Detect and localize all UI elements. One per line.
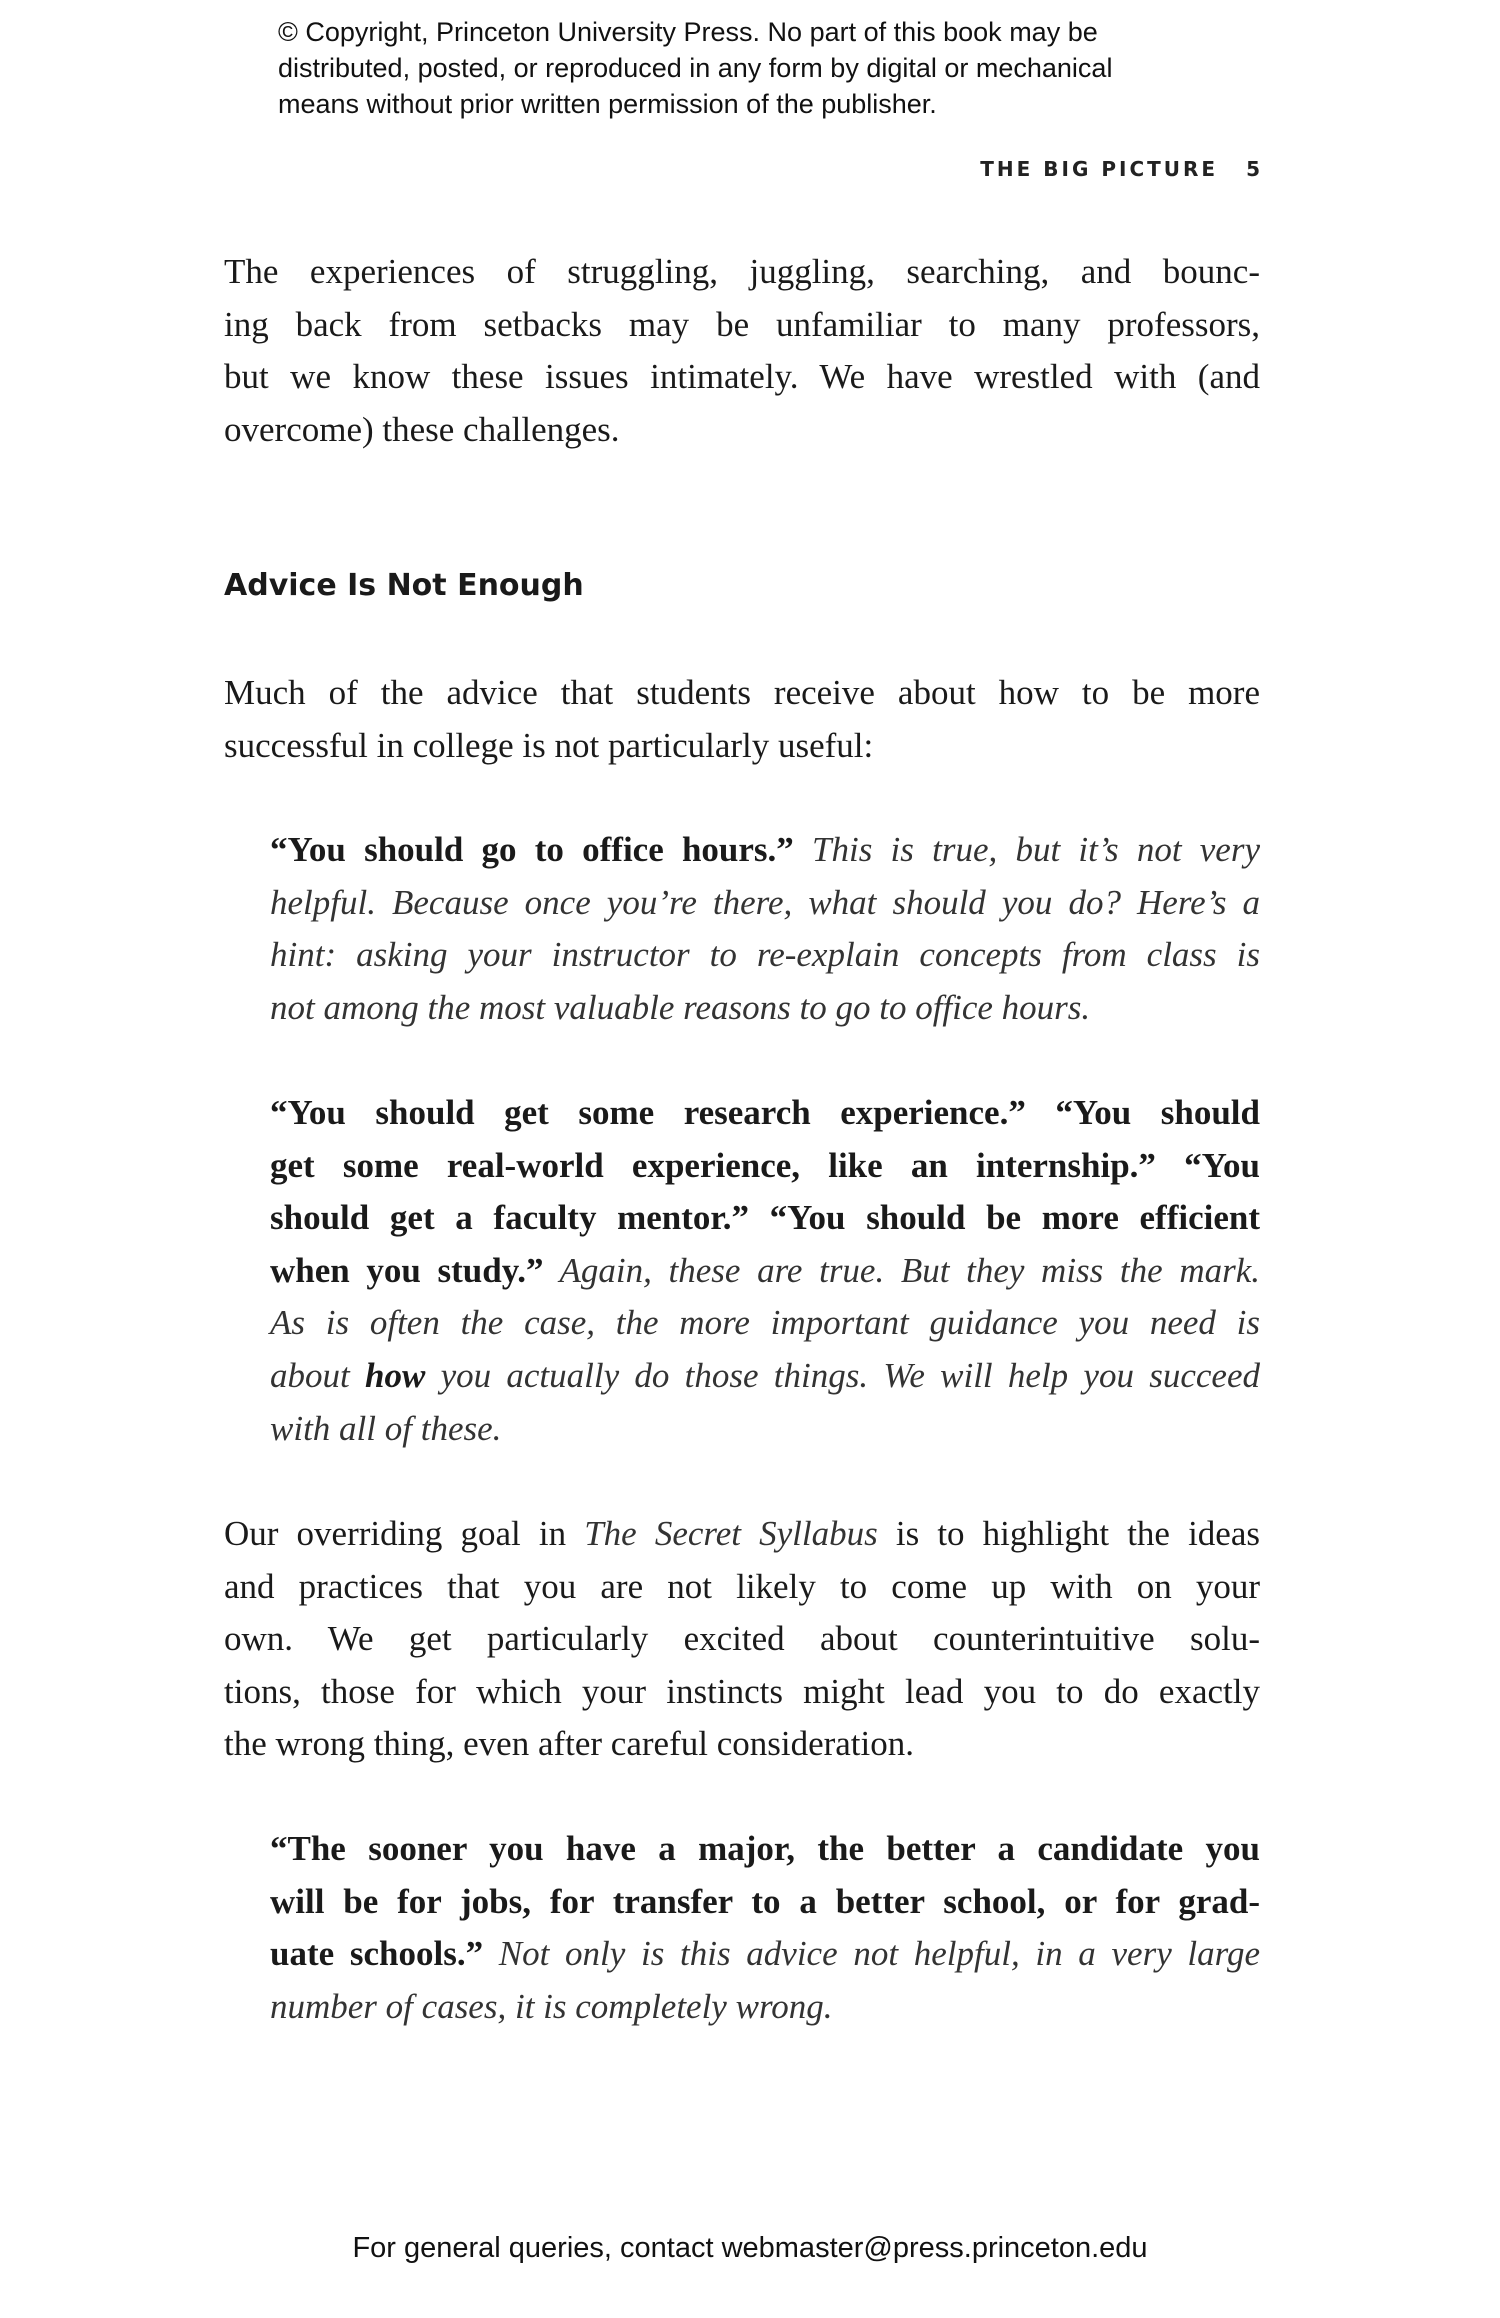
- bold-text: get some real-world experience, like an internship.” “You: [270, 1145, 1260, 1185]
- bold-text: “You should go to office hours.”: [270, 830, 794, 869]
- bold-text: “The sooner you have a major, the better a candidate you: [270, 1829, 1260, 1868]
- italic-text: not among the most valuable reasons to go to office hours.: [270, 987, 1091, 1027]
- italic-text: The Secret Syllabus: [584, 1514, 878, 1553]
- text-line: [224, 404, 1260, 457]
- text-line: [270, 1297, 1260, 1350]
- text-line: [224, 351, 1260, 404]
- text-run: overcome) these challenges.: [224, 409, 620, 449]
- text-line: [270, 929, 1260, 982]
- text-line: [270, 1245, 1260, 1298]
- text-line: [224, 246, 1260, 299]
- copyright-line: means without prior written permission of the publisher.: [278, 89, 937, 119]
- running-head-title: THE BIG PICTURE: [980, 157, 1219, 181]
- quote-major: [270, 1823, 1260, 2033]
- text-run: the wrong thing, even after careful consideration.: [224, 1724, 915, 1764]
- text-line: [270, 982, 1260, 1035]
- text-line: [270, 1350, 1260, 1403]
- text-line: [270, 1928, 1260, 1981]
- text-line: [224, 720, 1260, 773]
- italic-text: Not only is this advice not helpful, in a very large: [483, 1934, 1261, 1974]
- running-head: [980, 157, 1260, 181]
- text-line: [270, 1876, 1260, 1929]
- section-heading: Advice Is Not Enough: [224, 568, 584, 603]
- text-run: Our overriding goal in: [224, 1514, 585, 1553]
- italic-text: with all of these.: [270, 1408, 502, 1448]
- bold-text: should get a faculty mentor.” “You should be more efficient: [270, 1198, 1260, 1238]
- paragraph-intro: [224, 246, 1260, 456]
- copyright-line: distributed, posted, or reproduced in any form by digital or mechanical: [278, 53, 1113, 83]
- text-line: [224, 1718, 1260, 1771]
- text-line: [270, 1087, 1260, 1140]
- quote-office-hours: [270, 824, 1260, 1034]
- text-line: [224, 1561, 1260, 1614]
- italic-text: you actually do those things. We will help you succeed: [425, 1355, 1260, 1395]
- text-run: ing back from setbacks may be unfamiliar to many professors,: [224, 304, 1260, 344]
- text-run: but we know these issues intimately. We have wrestled with (and: [224, 357, 1260, 397]
- italic-text: helpful. Because once you’re there, what should you do? Here’s a: [270, 882, 1260, 922]
- copyright-line: © Copyright, Princeton University Press. No part of this book may be: [278, 17, 1098, 47]
- text-run: successful in college is not particularly useful:: [224, 725, 874, 765]
- text-line: [270, 1192, 1260, 1245]
- text-line: [270, 877, 1260, 930]
- text-line: [224, 299, 1260, 352]
- italic-text: number of cases, it is completely wrong.: [270, 1986, 833, 2026]
- bold-text: when you study.”: [270, 1250, 544, 1290]
- italic-text: Again, these are true. But they miss the mark.: [543, 1250, 1261, 1290]
- bold-text: uate schools.”: [270, 1934, 484, 1974]
- italic-text: As is often the case, the more important guidance you need is: [270, 1303, 1260, 1343]
- page-number: 5: [1246, 157, 1260, 181]
- text-line: [224, 667, 1260, 720]
- text-run: own. We get particularly excited about counterintuitive solu-: [224, 1619, 1260, 1659]
- paragraph-goal: [224, 1508, 1260, 1771]
- text-run: Much of the advice that students receive about how to be more: [224, 673, 1260, 712]
- text-line: [270, 1823, 1260, 1876]
- text-run: The experiences of struggling, juggling, searching, and bounc-: [224, 252, 1260, 291]
- text-line: [270, 824, 1260, 877]
- text-run: and practices that you are not likely to come up with on your: [224, 1566, 1260, 1606]
- text-line: [224, 1508, 1260, 1561]
- text-line: [270, 1403, 1260, 1456]
- bold-text: will be for jobs, for transfer to a better school, or for grad-: [270, 1881, 1260, 1921]
- text-run: is to highlight the ideas: [877, 1514, 1260, 1553]
- bold-text: “You should get some research experience.” “You should: [270, 1093, 1260, 1132]
- text-line: [224, 1666, 1260, 1719]
- text-run: tions, those for which your instincts might lead you to do exactly: [224, 1671, 1260, 1711]
- bold-italic-text: how: [365, 1355, 426, 1395]
- text-line: [224, 1613, 1260, 1666]
- quote-research-experience: [270, 1087, 1260, 1455]
- copyright-notice: [278, 14, 1112, 122]
- footer-contact: For general queries, contact webmaster@press.princeton.edu: [352, 2232, 1148, 2264]
- italic-text: hint: asking your instructor to re-explain concepts from class is: [270, 935, 1260, 975]
- italic-text: about: [270, 1355, 365, 1395]
- italic-text: This is true, but it’s not very: [793, 830, 1260, 869]
- paragraph-advice: [224, 667, 1260, 772]
- text-line: [270, 1140, 1260, 1193]
- text-line: [270, 1981, 1260, 2034]
